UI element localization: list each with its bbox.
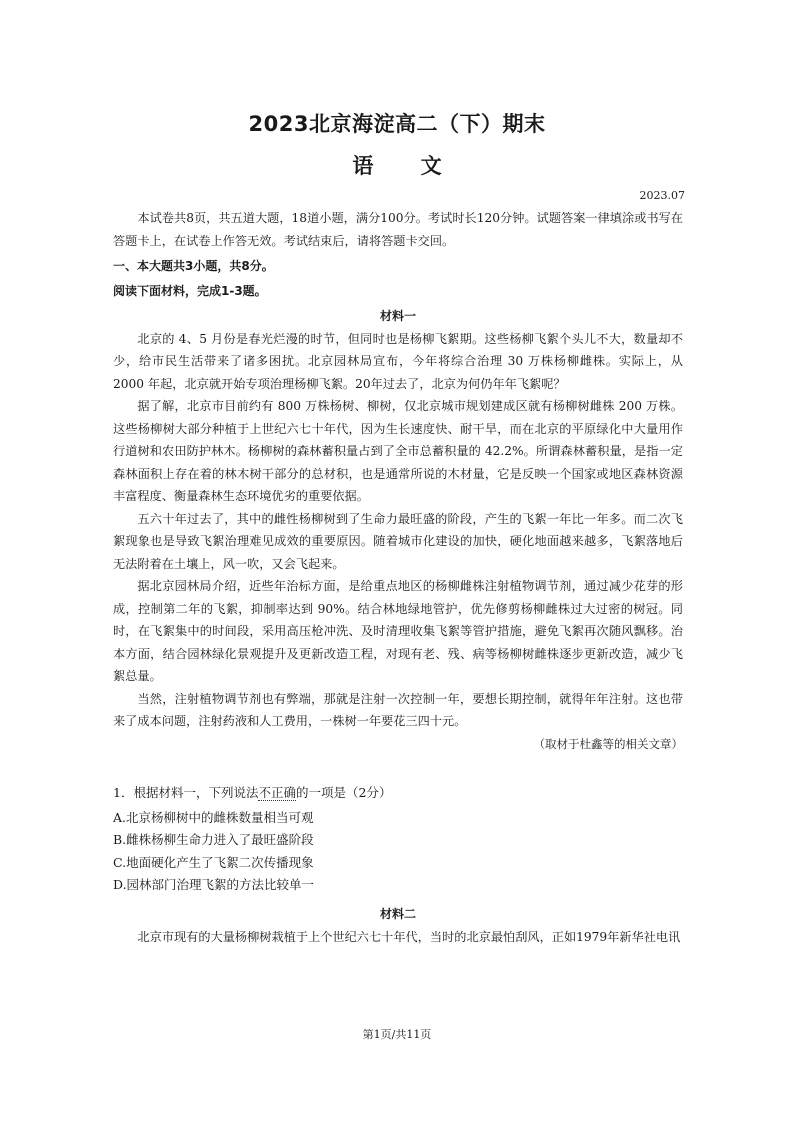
question-1-option-a: A.北京杨柳树中的雌株数量相当可观 [113, 809, 314, 825]
material-2-paragraph: 北京市现有的大量杨柳树栽植于上个世纪六七十年代，当时的北京最怕刮风，正如1979年新华社电讯 [137, 929, 681, 944]
material-1-paragraph-2: 据了解，北京市目前约有 800 万株杨树、柳树，仅北京城市规划建成区就有杨柳树雌株 200 万株。这些杨柳树大部分种植于上世纪六七十年代，因为生长速度快、耐干旱，而在北京的平原绿化中大量用作行道树和农田防护林木。杨柳树的森林蓄积量占到了全市总蓄积量的 42.2%。所谓森林蓄积量，是指一定森林面积上存在着的林木树干部分的总材积，也是通常所说的木材量，它是反映一个国家或地区森林资源丰富程度、衡量森林生态环境优劣的重要依据。 [113, 399, 683, 503]
subject-char-1: 语 [352, 154, 374, 178]
material-2 [113, 903, 683, 948]
material-1-paragraph-1: 北京的 4、5 月份是春光烂漫的时节，但同时也是杨柳飞絮期。这些杨柳飞絮个头儿不大，数量却不少，给市民生活带来了诸多困扰。北京园林局宣布，今年将综合治理 30 万株杨柳雌株。实际上，从 2000 年起，北京就开始专项治理杨柳飞絮。20年过去了，北京为何仍年年飞絮呢？ [113, 331, 683, 391]
material-1-heading: 材料一 [379, 309, 416, 323]
question-1-stem [113, 782, 683, 805]
material-1 [113, 305, 683, 755]
question-1-stem-after: 的一项是（2分） [295, 785, 392, 800]
question-1-stem-before: 1．根据材料一，下列说法 [113, 785, 259, 800]
subject-char-2: 文 [420, 154, 442, 178]
page-footer: 第1页/共11页 [362, 1028, 432, 1041]
material-2-heading: 材料二 [379, 907, 416, 921]
exam-date: 2023.07 [639, 189, 685, 202]
material-1-paragraph-4: 据北京园林局介绍，近些年治标方面，是给重点地区的杨柳雌株注射植物调节剂，通过减少花芽的形成，控制第二年的飞絮，抑制率达到 90%。结合林地绿地管护，优先修剪杨柳雌株过大过密的树冠。同时，在飞絮集中的时间段，采用高压枪冲洗、及时清理收集飞絮等管护措施，避免飞絮再次随风飘移。治本方面，结合园林绿化景观提升及更新改造工程，对现有老、残、病等杨柳树雌株逐步更新改造，减少飞絮总量。 [113, 579, 683, 683]
instructions-block [113, 207, 683, 252]
question-1-option-b: B.雌株杨柳生命力进入了最旺盛阶段 [113, 832, 314, 847]
section-1-heading: 一、本大题共3小题，共8分。 [113, 259, 274, 273]
section-1-lead: 阅读下面材料，完成1-3题。 [113, 283, 267, 298]
material-1-source: （取材于杜鑫等的相关文章） [533, 736, 683, 751]
question-1 [113, 782, 683, 897]
question-1-emphasis: 不正确 [258, 785, 296, 800]
exam-title: 2023北京海淀高二（下）期末 [248, 112, 546, 136]
material-1-paragraph-5: 当然，注射植物调节剂也有弊端，那就是注射一次控制一年，要想长期控制，就得年年注射。这也带来了成本问题，注射药液和人工费用，一株树一年要花三四十元。 [113, 691, 683, 728]
subject-title [0, 150, 794, 180]
question-1-option-d: D.园林部门治理飞絮的方法比较单一 [113, 877, 315, 892]
section-1-header [113, 255, 683, 302]
question-1-option-c: C.地面硬化产生了飞絮二次传播现象 [113, 854, 314, 870]
instructions-text: 本试卷共8页，共五道大题，18道小题，满分100分。考试时长120分钟。试题答案一律填涂或书写在答题卡上，在试卷上作答无效。考试结束后，请将答题卡交回。 [113, 211, 683, 248]
material-1-paragraph-3: 五六十年过去了，其中的雌性杨柳树到了生命力最旺盛的阶段，产生的飞絮一年比一年多。而二次飞絮现象也是导致飞絮治理难见成效的重要原因。随着城市化建设的加快，硬化地面越来越多，飞絮落地后无法附着在土壤上，风一吹，又会飞起来。 [113, 511, 683, 571]
